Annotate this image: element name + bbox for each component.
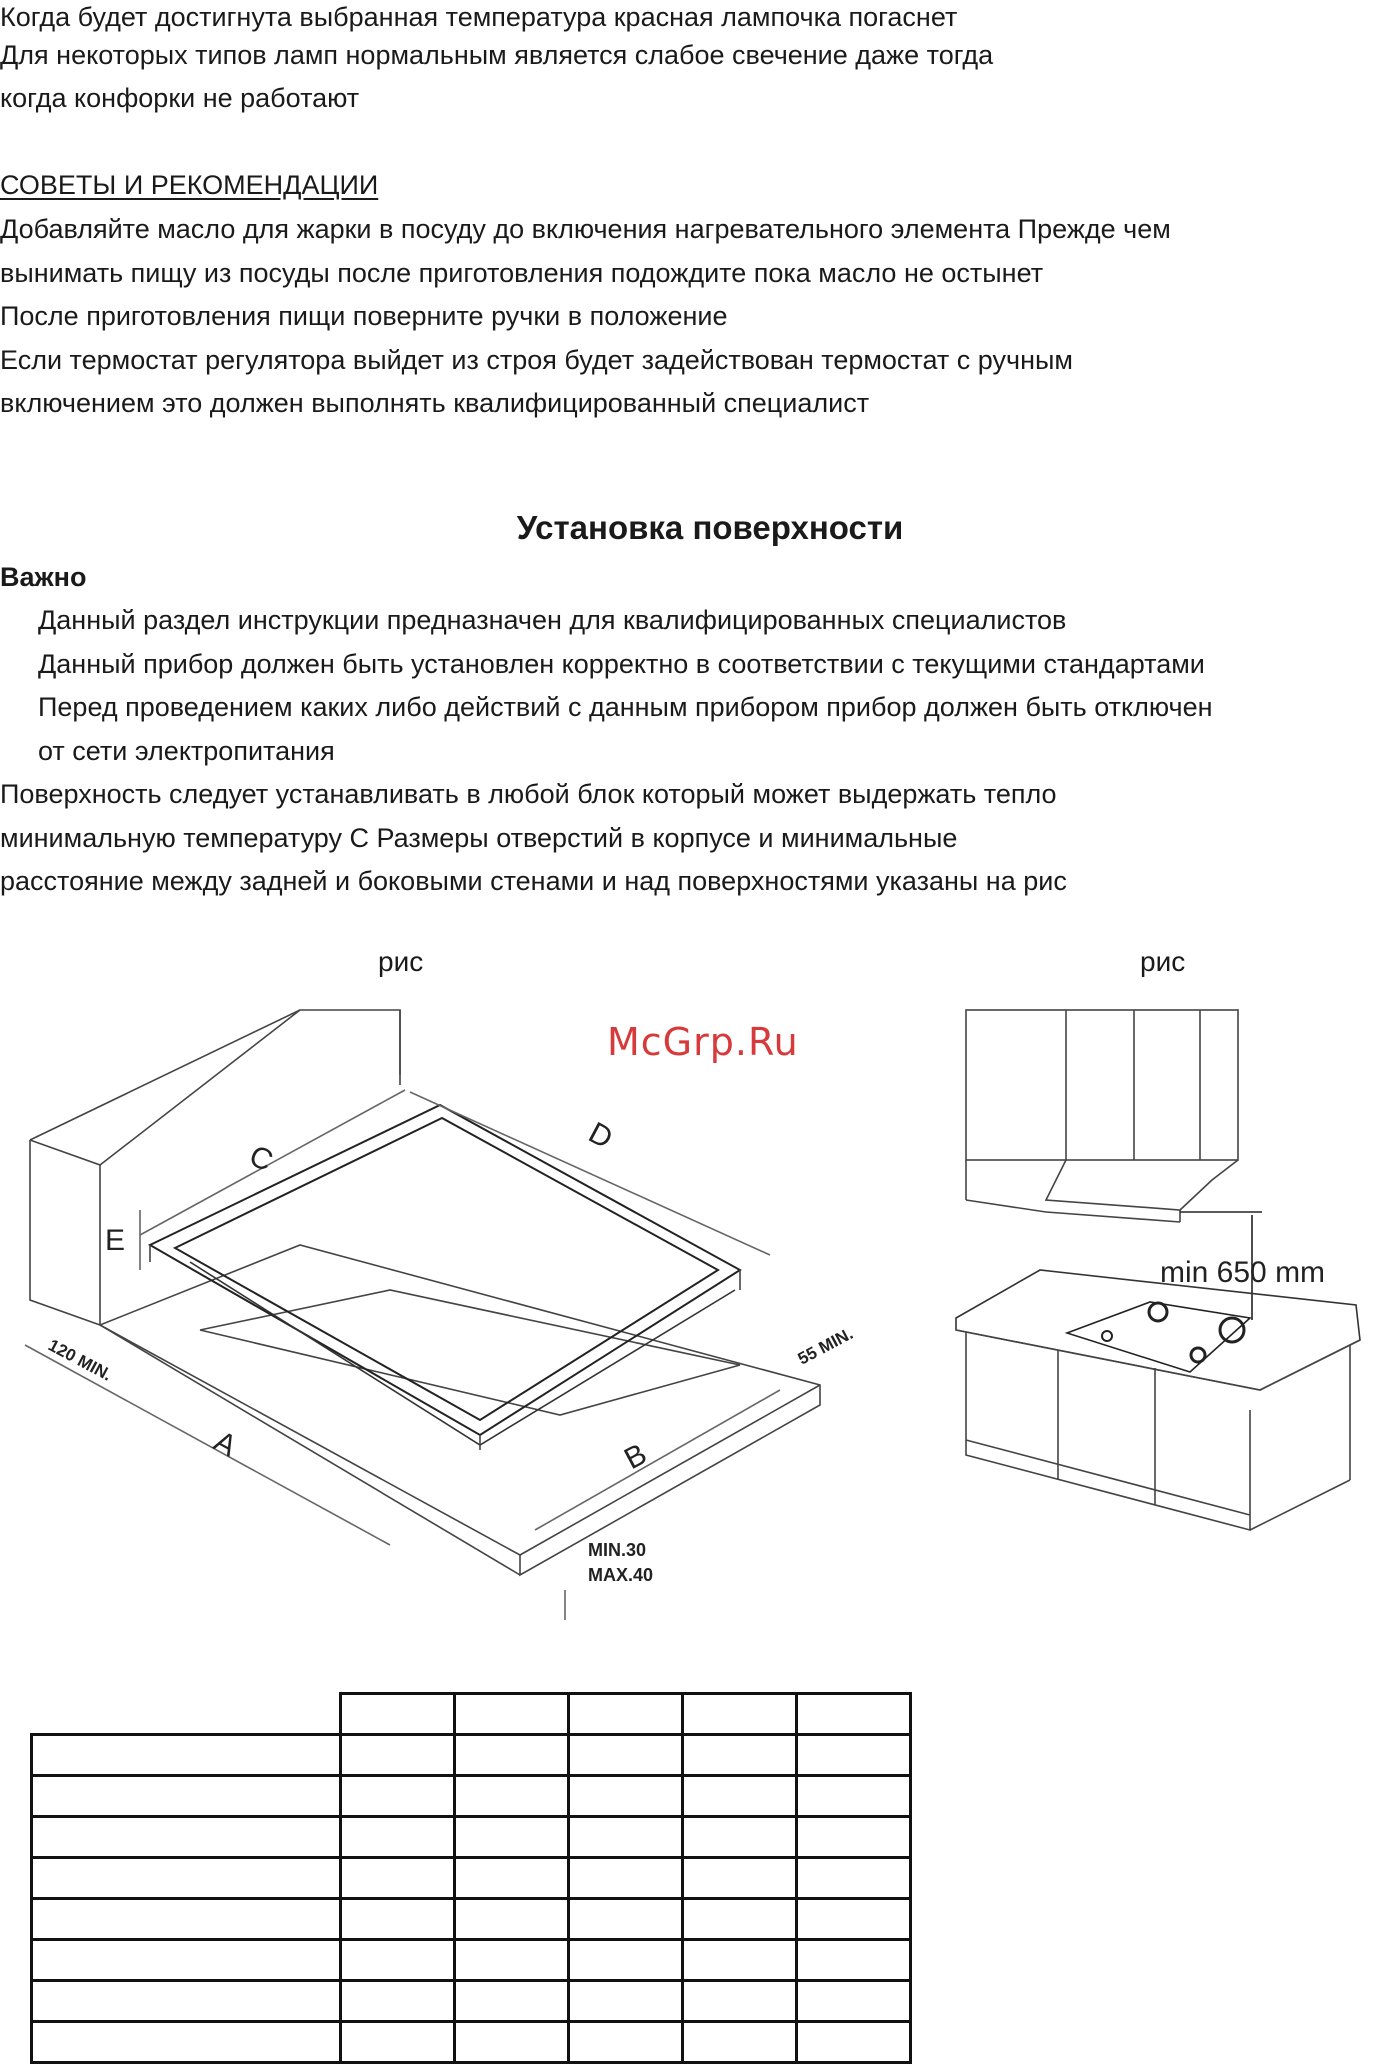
intro-line-3: когда конфорки не работают bbox=[0, 83, 360, 113]
tips-line-4: Если термостат регулятора выйдет из строя будет задействован термостат с ручным bbox=[0, 345, 1073, 375]
table-cell bbox=[683, 1776, 797, 1817]
table-cell bbox=[341, 1694, 455, 1735]
table-cell bbox=[341, 1981, 455, 2022]
table-cell bbox=[455, 1735, 569, 1776]
install-para-1: Поверхность следует устанавливать в любой блок который может выдержать тепло bbox=[0, 779, 1057, 809]
install-bullet-4: от сети электропитания bbox=[38, 736, 335, 766]
label-d: D bbox=[583, 1116, 618, 1156]
table-cell bbox=[32, 1858, 341, 1899]
table-cell bbox=[797, 1858, 911, 1899]
table-cell bbox=[341, 2022, 455, 2063]
table-cell bbox=[797, 1899, 911, 1940]
label-e: E bbox=[105, 1224, 126, 1257]
table-cell bbox=[32, 2022, 341, 2063]
label-min-650-mm: min 650 mm bbox=[1160, 1256, 1326, 1289]
table-cell bbox=[569, 1858, 683, 1899]
table-cell bbox=[455, 1817, 569, 1858]
label-120-min: 120 MIN. bbox=[45, 1335, 116, 1385]
table-cell bbox=[569, 1817, 683, 1858]
right-figure-caption: рис bbox=[1140, 946, 1186, 977]
left-figure-caption: рис bbox=[378, 946, 424, 977]
table-cell bbox=[341, 1940, 455, 1981]
table-row bbox=[32, 1940, 911, 1981]
table-cell bbox=[341, 1735, 455, 1776]
table-cell bbox=[341, 1858, 455, 1899]
install-para-3: расстояние между задней и боковыми стенами и над поверхностями указаны на рис bbox=[0, 866, 1067, 896]
table-row bbox=[32, 1817, 911, 1858]
label-b: B bbox=[619, 1437, 653, 1477]
table-cell bbox=[455, 1694, 569, 1735]
label-c: C bbox=[244, 1139, 278, 1179]
table-row bbox=[32, 1776, 911, 1817]
table-cell bbox=[569, 1694, 683, 1735]
table-cell bbox=[797, 1981, 911, 2022]
important-label: Важно bbox=[0, 562, 87, 592]
table-cell bbox=[32, 1776, 341, 1817]
watermark: McGrp.Ru bbox=[607, 1020, 799, 1064]
table-cell bbox=[569, 1940, 683, 1981]
table-cell bbox=[797, 1776, 911, 1817]
label-55-min: 55 MIN. bbox=[794, 1323, 857, 1369]
table-cell bbox=[683, 1940, 797, 1981]
table-cell bbox=[683, 1858, 797, 1899]
cutout-diagram bbox=[0, 990, 900, 1630]
table-cell bbox=[683, 1817, 797, 1858]
table-cell bbox=[683, 2022, 797, 2063]
table-row bbox=[32, 2022, 911, 2063]
label-a: A bbox=[208, 1424, 242, 1464]
table-row bbox=[32, 1735, 911, 1776]
table-cell bbox=[683, 1981, 797, 2022]
intro-line-2: Для некоторых типов ламп нормальным является слабое свечение даже тогда bbox=[0, 40, 994, 70]
table-cell bbox=[32, 1981, 341, 2022]
install-para-2: минимальную температуру С Размеры отверстий в корпусе и минимальные bbox=[0, 823, 958, 853]
table-cell bbox=[455, 1899, 569, 1940]
table-row bbox=[32, 1858, 911, 1899]
table-header-row bbox=[32, 1694, 911, 1735]
table-cell bbox=[455, 2022, 569, 2063]
label-min-30: MIN.30 bbox=[588, 1540, 647, 1560]
tips-line-1: Добавляйте масло для жарки в посуду до включения нагревательного элемента Прежде чем bbox=[0, 214, 1171, 244]
table-cell bbox=[797, 1735, 911, 1776]
table-cell bbox=[683, 1694, 797, 1735]
table-cell bbox=[455, 1981, 569, 2022]
table-cell bbox=[797, 1817, 911, 1858]
install-bullet-1: Данный раздел инструкции предназначен для квалифицированных специалистов bbox=[38, 605, 1067, 635]
intro-line-1: Когда будет достигнута выбранная температура красная лампочка погаснет bbox=[0, 2, 958, 32]
table-cell bbox=[455, 1776, 569, 1817]
table-cell bbox=[797, 2022, 911, 2063]
label-max-40: MAX.40 bbox=[588, 1565, 654, 1585]
table-cell bbox=[32, 1817, 341, 1858]
table-cell bbox=[569, 1776, 683, 1817]
table-cell bbox=[569, 1981, 683, 2022]
table-cell bbox=[683, 1735, 797, 1776]
table-cell bbox=[341, 1817, 455, 1858]
tips-line-5: включением это должен выполнять квалифицированный специалист bbox=[0, 388, 870, 418]
table-cell bbox=[797, 1940, 911, 1981]
table-row bbox=[32, 1899, 911, 1940]
hood-clearance-diagram bbox=[940, 1000, 1380, 1640]
table-cell bbox=[455, 1858, 569, 1899]
tips-heading: СОВЕТЫ И РЕКОМЕНДАЦИИ bbox=[0, 170, 379, 200]
table-cell bbox=[32, 1694, 341, 1735]
table-cell bbox=[569, 1899, 683, 1940]
table-cell bbox=[569, 1735, 683, 1776]
table-row bbox=[32, 1981, 911, 2022]
table-cell bbox=[32, 1899, 341, 1940]
tips-line-2: вынимать пищу из посуды после приготовления подождите пока масло не остынет bbox=[0, 258, 1044, 288]
table-cell bbox=[797, 1694, 911, 1735]
install-title: Установка поверхности bbox=[516, 509, 904, 546]
table-cell bbox=[32, 1940, 341, 1981]
table-cell bbox=[455, 1940, 569, 1981]
table-cell bbox=[683, 1899, 797, 1940]
table-cell bbox=[341, 1776, 455, 1817]
table-cell bbox=[341, 1899, 455, 1940]
tips-line-3: После приготовления пищи поверните ручки в положение bbox=[0, 301, 728, 331]
install-bullet-2: Данный прибор должен быть установлен корректно в соответствии с текущими стандартами bbox=[38, 649, 1205, 679]
dimensions-table bbox=[30, 1692, 912, 2064]
table-cell bbox=[569, 2022, 683, 2063]
install-bullet-3: Перед проведением каких либо действий с данным прибором прибор должен быть отключен bbox=[38, 692, 1213, 722]
table-cell bbox=[32, 1735, 341, 1776]
